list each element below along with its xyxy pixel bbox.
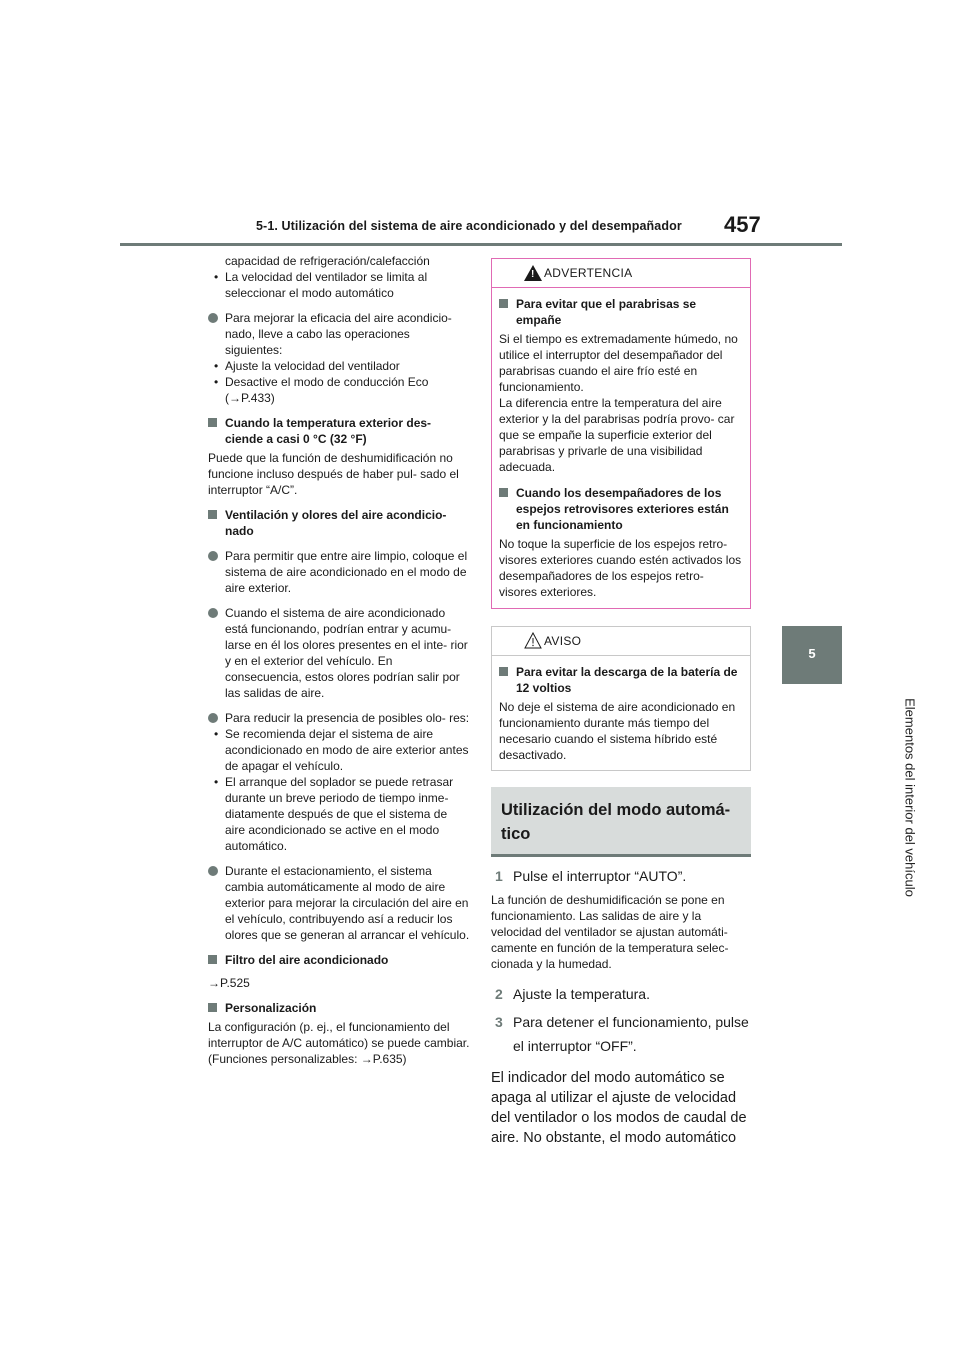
heading-text: Para evitar la descarga de la batería de 12 voltios — [516, 665, 738, 695]
step-number: 1 — [495, 868, 503, 884]
page-number: 457 — [724, 212, 761, 237]
warning-heading — [499, 485, 743, 533]
square-bullet-icon — [208, 1003, 217, 1012]
square-bullet-icon — [499, 299, 508, 308]
square-bullet-icon — [208, 510, 217, 519]
notice-header — [492, 627, 750, 656]
custom-text: La configuración (p. ej., el funcionamiento del interruptor de A/C automático) se puede cambiar. — [208, 1020, 470, 1050]
square-bullet-icon — [208, 418, 217, 427]
list-item — [208, 374, 470, 406]
custom-reference-link[interactable]: (Funciones personalizables: →P.635) — [208, 1052, 407, 1066]
efficacy-text: Para mejorar la eficacia del aire acondicio- nado, lleve a cabo las operaciones siguientes: — [225, 311, 452, 357]
warning-header — [492, 259, 750, 288]
step-text: Pulse el interruptor “AUTO”. — [513, 868, 687, 884]
vent-item — [208, 605, 470, 701]
filter-reference-link[interactable]: →P.525 — [208, 976, 250, 990]
heading-text: Cuando la temperatura exterior des- ciende a casi 0 °C (32 °F) — [225, 416, 432, 446]
custom-heading — [208, 1000, 470, 1016]
list-item — [208, 269, 470, 301]
bullet-mark: • — [214, 359, 219, 373]
vent-item — [208, 548, 470, 596]
circle-bullet-icon — [208, 608, 218, 618]
closing-paragraph: El indicador del modo automático se apaga al utilizar el ajuste de velocidad del ventilador o los modos de caudal de aire. No obstante, el modo automático — [491, 1070, 747, 1146]
step-3 — [491, 1010, 751, 1058]
step-text: Para detener el funcionamiento, pulse el interruptor “OFF”. — [513, 1014, 749, 1054]
list-item-text: El arranque del soplador se puede retrasar durante un breve periodo de tiempo inme- diatamente después de que el sistema de aire acondicionado se active en el modo automático. — [225, 775, 454, 853]
notice-text: No deje el sistema de aire acondicionado en funcionamiento durante más tiempo del necesario cuando el sistema híbrido esté desactivado. — [499, 700, 736, 762]
vent-item — [208, 710, 470, 726]
list-item — [208, 774, 470, 854]
circle-bullet-icon — [208, 713, 218, 723]
warning-body — [492, 296, 750, 600]
warning-text: La diferencia entre la temperatura del aire exterior y la del parabrisas podría provo- car que se empañe la superficie exterior del parabrisas y privarle de una visibilidad adecuada. — [499, 396, 735, 474]
notice-box — [491, 626, 751, 771]
temp-text: Puede que la función de deshumidificación no funcione incluso después de haber pul- sado el interruptor “A/C”. — [208, 451, 459, 497]
step-number: 3 — [495, 1014, 503, 1030]
vent-item-text: Durante el estacionamiento, el sistema cambia automáticamente al modo de aire exterior para mejorar la circulación del aire en el vehículo, contribuyendo así a reducir los olores que se generan al arrancar el vehículo. — [225, 864, 470, 942]
warning-label: ADVERTENCIA — [544, 266, 633, 280]
heading-text: Ventilación y olores del aire acondicio- nado — [225, 508, 447, 538]
heading-text: Personalización — [225, 1001, 317, 1015]
step-number: 2 — [495, 986, 503, 1002]
bullet-mark: • — [214, 375, 219, 389]
chapter-number: 5 — [808, 646, 816, 661]
warning-text: No toque la superficie de los espejos retro- visores exteriores cuando estén activados los desempañadores de los espejos retro- visores exteriores. — [499, 537, 742, 599]
list-item — [208, 358, 470, 374]
heading-text: Cuando los desempañadores de los espejos retrovisores exteriores están en funcionamiento — [516, 486, 729, 532]
vent-item-text: Para permitir que entre aire limpio, coloque el sistema de aire acondicionado en el modo de aire exterior. — [225, 549, 468, 595]
bullet-mark: • — [214, 775, 219, 789]
circle-bullet-icon — [208, 866, 218, 876]
vent-item-text: Cuando el sistema de aire acondicionado está funcionando, podrían entrar y acumu- larse en él los olores presentes en el inte- rior y en el exterior del vehículo. En consecuencia, estos olores podrían salir por las salidas de aire. — [225, 606, 468, 700]
circle-bullet-icon — [208, 313, 218, 323]
section-title: Utilización del modo automá- tico — [491, 787, 751, 857]
temp-heading — [208, 415, 470, 447]
circle-bullet-icon — [208, 551, 218, 561]
chapter-tab — [782, 626, 842, 684]
vent-heading — [208, 507, 470, 539]
step-1-note: La función de deshumidificación se pone en funcionamiento. Las salidas de aire y la velocidad del ventilador se ajustan automáti- camente en función de la temperatura selec- cionada y la humedad. — [491, 893, 729, 971]
filter-heading — [208, 952, 470, 968]
left-column — [208, 253, 470, 1067]
header-rule — [120, 243, 842, 246]
chapter-side-title: Elementos del interior del vehículo — [902, 698, 918, 897]
page-reference-link[interactable]: Desactive el modo de conducción Eco (→P.433) — [225, 375, 429, 405]
caution-triangle-icon — [524, 632, 542, 650]
list-item — [208, 726, 470, 774]
right-column — [491, 258, 751, 1148]
bullet-mark: • — [214, 270, 219, 284]
list-item-text: Ajuste la velocidad del ventilador — [225, 359, 400, 373]
continued-text: capacidad de refrigeración/calefacción — [225, 254, 430, 268]
notice-body — [492, 664, 750, 763]
vent-item-text: Para reducir la presencia de posibles olo- res: — [225, 711, 470, 725]
running-header: 5-1. Utilización del sistema de aire acondicionado y del desempañador — [256, 219, 682, 233]
warning-box — [491, 258, 751, 609]
square-bullet-icon — [499, 488, 508, 497]
square-bullet-icon — [499, 667, 508, 676]
list-item-text: Se recomienda dejar el sistema de aire acondicionado en modo de aire exterior antes de apagar el vehículo. — [225, 727, 469, 773]
efficacy-item — [208, 310, 470, 358]
notice-label: AVISO — [544, 634, 582, 648]
step-1 — [491, 866, 751, 886]
exclamation-icon: ! — [531, 269, 535, 280]
heading-text: Filtro del aire acondicionado — [225, 953, 389, 967]
vent-item — [208, 863, 470, 943]
square-bullet-icon — [208, 955, 217, 964]
list-item-text: La velocidad del ventilador se limita al seleccionar el modo automático — [225, 270, 428, 300]
heading-text: Para evitar que el parabrisas se empañe — [516, 297, 697, 327]
bullet-mark: • — [214, 727, 219, 741]
notice-heading — [499, 664, 743, 696]
warning-heading — [499, 296, 743, 328]
warning-text: Si el tiempo es extremadamente húmedo, no utilice el interruptor del desempañador del parabrisas cuando el aire frío esté en funcionamiento. — [499, 332, 738, 394]
step-2 — [491, 984, 751, 1004]
step-text: Ajuste la temperatura. — [513, 986, 650, 1002]
